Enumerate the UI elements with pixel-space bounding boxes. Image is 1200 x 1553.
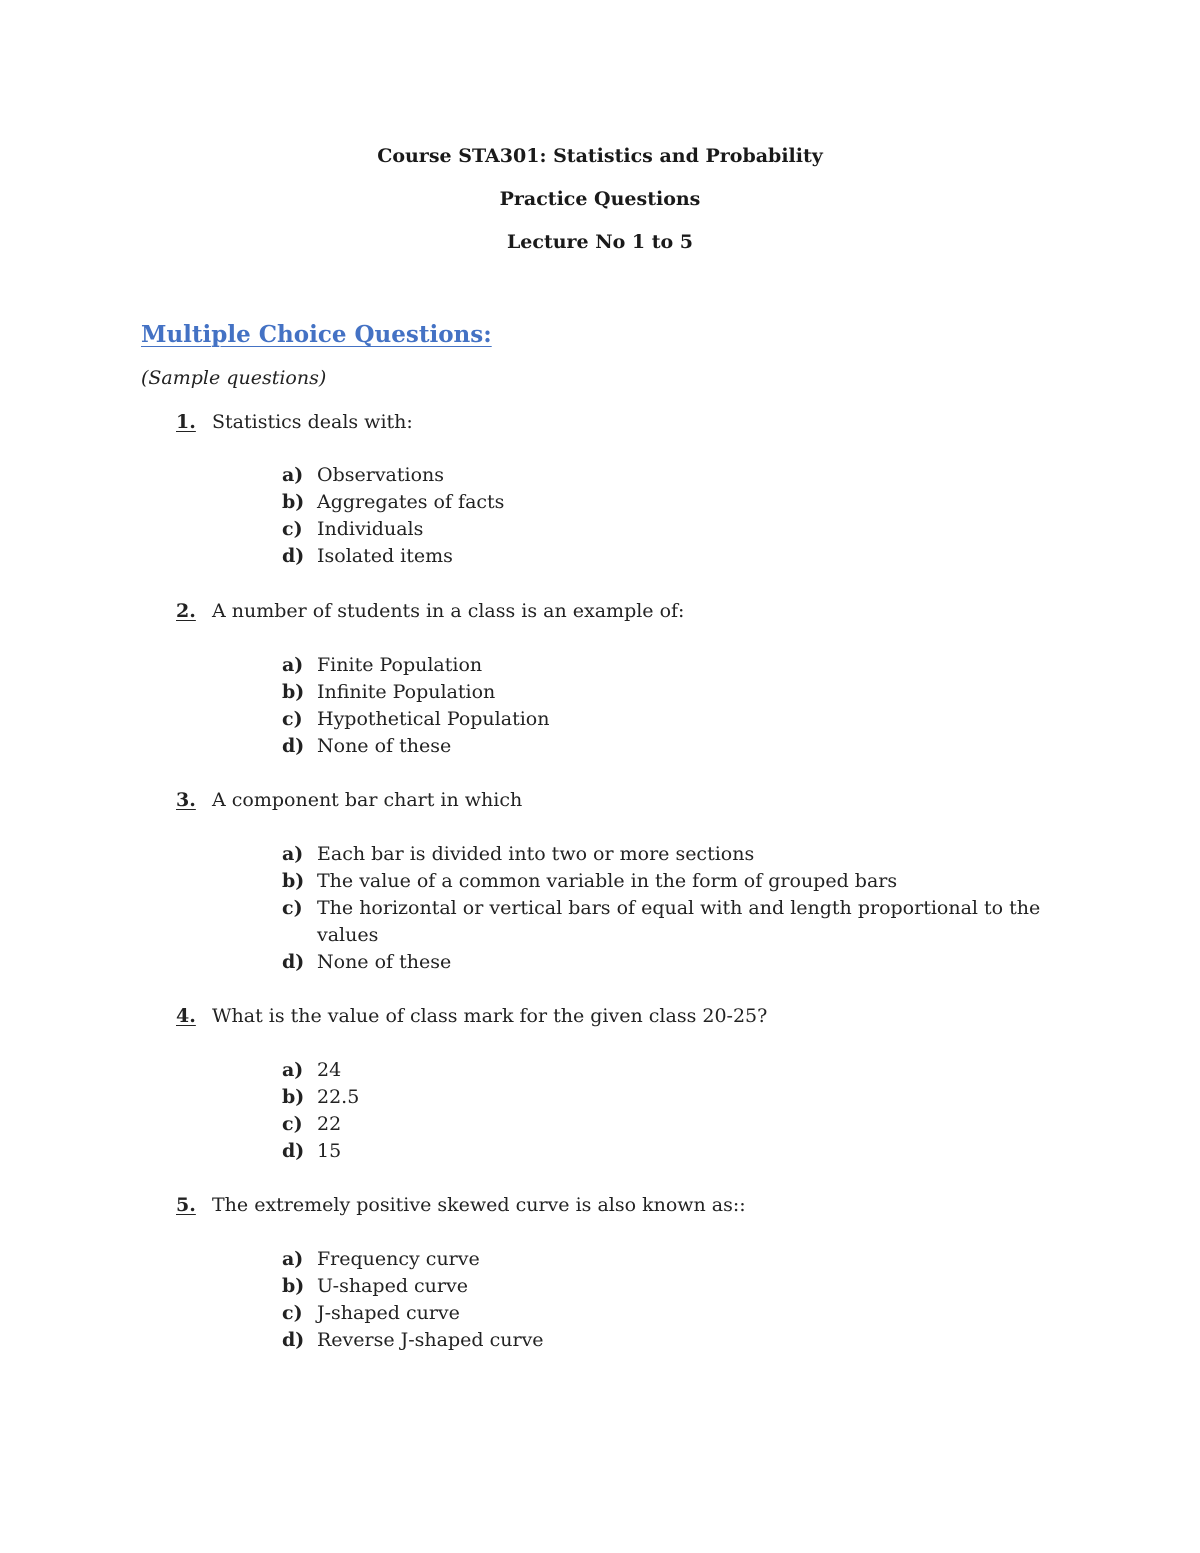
option-letter: a) (282, 1248, 304, 1270)
option-text: Reverse J-shaped curve (317, 1329, 544, 1351)
option-letter: d) (282, 545, 305, 567)
option-text: 15 (317, 1140, 342, 1162)
option-letter: c) (282, 1113, 303, 1135)
option-letter: c) (282, 518, 303, 540)
question-number: 4. (176, 1005, 196, 1027)
option-text: The value of a common variable in the form of grouped bars (317, 870, 898, 892)
option-item (282, 1327, 1042, 1354)
option-letter: b) (282, 870, 305, 892)
option-text: J-shaped curve (317, 1302, 460, 1324)
question-5 (176, 1193, 746, 1217)
option-text: None of these (317, 951, 452, 973)
option-item (282, 1273, 1042, 1300)
document-subtitle: Practice Questions (499, 188, 701, 210)
option-item (282, 516, 1042, 543)
question-2-options (282, 652, 1042, 760)
question-text: What is the value of class mark for the given class 20-25? (212, 1005, 768, 1027)
option-letter: a) (282, 843, 304, 865)
question-3 (176, 788, 522, 812)
option-letter: b) (282, 1275, 305, 1297)
question-2 (176, 599, 684, 623)
question-text: Statistics deals with: (212, 411, 413, 433)
option-text: Hypothetical Population (317, 708, 550, 730)
option-text: None of these (317, 735, 452, 757)
option-letter: a) (282, 1059, 304, 1081)
option-item (282, 1138, 1042, 1165)
option-item (282, 1057, 1042, 1084)
question-number: 1. (176, 411, 196, 433)
question-number: 3. (176, 789, 196, 811)
option-item (282, 543, 1042, 570)
option-text: Individuals (317, 518, 424, 540)
section-note: (Sample questions) (141, 367, 327, 389)
option-item (282, 868, 1042, 895)
option-item (282, 949, 1042, 976)
question-5-options (282, 1246, 1042, 1354)
question-4-options (282, 1057, 1042, 1165)
question-text: A number of students in a class is an example of: (212, 600, 685, 622)
option-text: Finite Population (317, 654, 483, 676)
option-text: Infinite Population (317, 681, 496, 703)
question-3-options (282, 841, 1042, 976)
option-letter: b) (282, 1086, 305, 1108)
question-number: 2. (176, 600, 196, 622)
option-letter: d) (282, 1140, 305, 1162)
option-text: Isolated items (317, 545, 453, 567)
lecture-range: Lecture No 1 to 5 (506, 231, 694, 253)
option-item (282, 679, 1042, 706)
option-item (282, 462, 1042, 489)
option-letter: d) (282, 951, 305, 973)
option-letter: d) (282, 1329, 305, 1351)
option-letter: a) (282, 464, 304, 486)
option-text: 24 (317, 1059, 342, 1081)
option-letter: d) (282, 735, 305, 757)
question-text: The extremely positive skewed curve is also known as:: (212, 1194, 746, 1216)
option-letter: c) (282, 897, 303, 919)
option-item (282, 1300, 1042, 1327)
option-letter: b) (282, 491, 305, 513)
option-text: Aggregates of facts (317, 491, 505, 513)
question-1 (176, 410, 413, 434)
option-item (282, 895, 1042, 949)
option-text: Observations (317, 464, 445, 486)
option-item (282, 489, 1042, 516)
option-item (282, 841, 1042, 868)
option-item (282, 1246, 1042, 1273)
option-text: Frequency curve (317, 1248, 480, 1270)
option-item (282, 733, 1042, 760)
option-letter: c) (282, 708, 303, 730)
option-letter: b) (282, 681, 305, 703)
option-item (282, 706, 1042, 733)
option-item (282, 1084, 1042, 1111)
option-item (282, 1111, 1042, 1138)
option-text: 22.5 (317, 1086, 360, 1108)
question-text: A component bar chart in which (212, 789, 523, 811)
option-item (282, 652, 1042, 679)
question-number: 5. (176, 1194, 196, 1216)
option-text: Each bar is divided into two or more sections (317, 843, 755, 865)
question-1-options (282, 462, 1042, 570)
option-text: 22 (317, 1113, 342, 1135)
option-letter: c) (282, 1302, 303, 1324)
option-letter: a) (282, 654, 304, 676)
question-4 (176, 1004, 767, 1028)
option-text: The horizontal or vertical bars of equal with and length proportional to the values (317, 897, 1041, 946)
option-text: U-shaped curve (317, 1275, 468, 1297)
course-title: Course STA301: Statistics and Probability (377, 145, 823, 167)
section-heading: Multiple Choice Questions: (141, 321, 492, 348)
